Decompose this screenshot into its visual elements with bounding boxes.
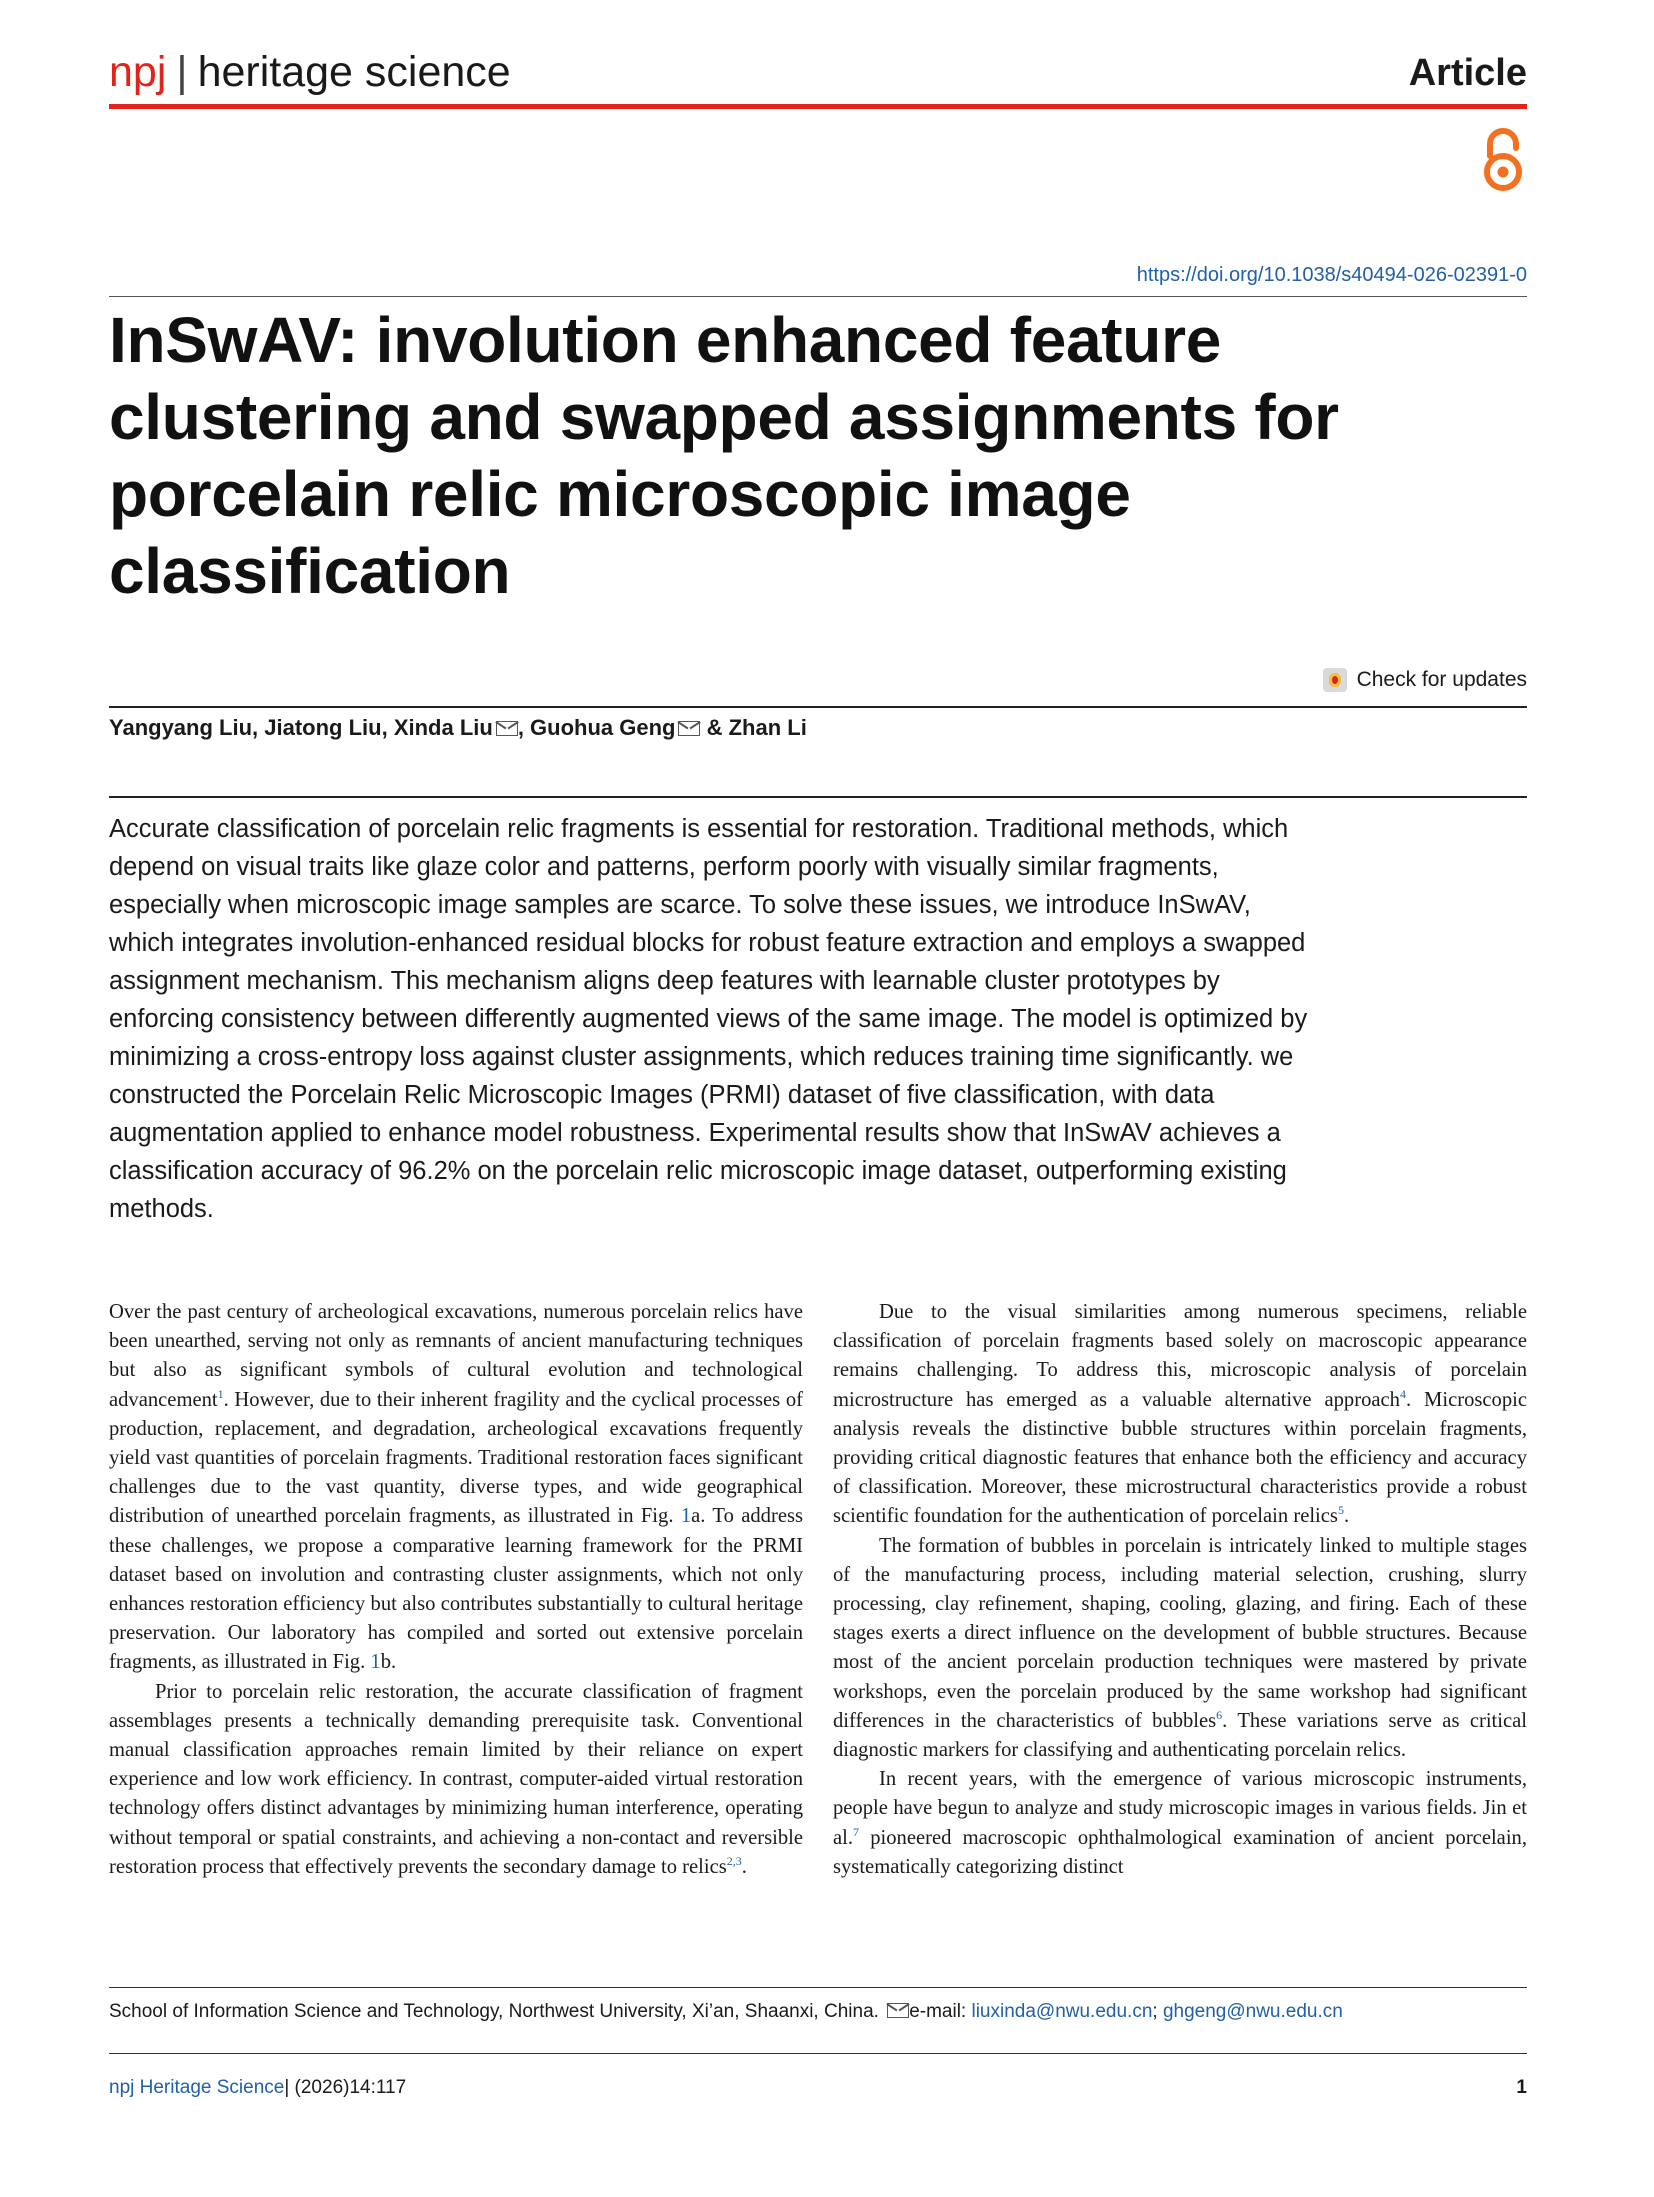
citation-ref[interactable]: 4 [1399, 1386, 1406, 1401]
check-updates-label: Check for updates [1356, 668, 1527, 691]
article-type-label: Article [1408, 52, 1527, 94]
paragraph-text: b. [380, 1651, 397, 1674]
paragraph-text: . However, due to their inherent fragility and the cyclical processes of production, replacement, and degradation, archeological excavations frequently yield vast quantities of porcelain fragments. Traditional restoration faces significant challenges due to the vast quantity, diverse types, and wide geographical distribution of unearthed porcelain fragments, as illustrated in Fig. [109, 1388, 803, 1528]
mail-icon [887, 2003, 909, 2018]
citation-ref[interactable]: 1 [217, 1386, 224, 1401]
footer-journal-link[interactable]: npj Heritage Science [109, 2077, 285, 2098]
paragraph-text: The formation of bubbles in porcelain is intricately linked to multiple stages of the manufacturing process, including material selection, crushing, slurry processing, clay refinement, shaping, cooling, glazing, and firing. Each of these stages exerts a direct influence on the development of bubble structures. Because most of the ancient porcelain production techniques were mastered by private workshops, even the porcelain produced by the same workshop had significant differences in the characteristics of bubbles [833, 1534, 1527, 1732]
abstract-text: Accurate classification of porcelain relic fragments is essential for restoration. Traditional methods, which depend on visual traits like glaze color and patterns, perform poorly with visually similar fragments, especially when microscopic image samples are scarce. To solve these issues, we introduce InSwAV, which integrates involution-enhanced residual blocks for robust feature extraction and employs a swapped assignment mechanism. This mechanism aligns deep features with learnable cluster prototypes by enforcing consistency between differently augmented views of the same image. The model is optimized by minimizing a cross-entropy loss against cluster assignments, which reduces training time significantly. we constructed the Porcelain Relic Microscopic Images (PRMI) dataset of five classification, with data augmentation applied to enhance model robustness. Experimental results show that InSwAV achieves a classification accuracy of 96.2% on the porcelain relic microscopic image dataset, outperforming existing methods. [109, 815, 1308, 1223]
figure-ref[interactable]: 1 [370, 1651, 381, 1674]
citation-ref[interactable]: 6 [1216, 1707, 1223, 1722]
body-paragraph [109, 1678, 803, 1882]
email-separator: ; [1152, 2001, 1163, 2022]
footer-volume: | (2026)14:117 [284, 2077, 407, 2098]
author-list [109, 712, 807, 744]
journal-brand[interactable] [109, 44, 511, 100]
email-label: e-mail: [909, 2001, 972, 2022]
body-paragraph [833, 1532, 1527, 1766]
affiliation-text: School of Information Science and Technology, Northwest University, Xi’an, Shaanxi, China. [109, 2001, 885, 2022]
paragraph-text: In recent years, with the emergence of various microscopic instruments, people have begun to analyze and study microscopic images in various fields. Jin et al. [833, 1768, 1527, 1849]
paragraph-text: Over the past century of archeological excavations, numerous porcelain relics have been unearthed, serving not only as remnants of ancient manufacturing techniques but also as significant symbols of cultural evolution and technological advancement [109, 1301, 803, 1411]
email-link[interactable]: liuxinda@nwu.edu.cn [971, 2001, 1153, 2022]
email-link[interactable]: ghgeng@nwu.edu.cn [1162, 2001, 1343, 2022]
footer-divider [109, 2053, 1527, 2054]
footnote-divider [109, 1987, 1527, 1988]
body-paragraph [109, 1298, 803, 1678]
author-name[interactable]: , Guohua Geng [517, 715, 676, 740]
author-name[interactable]: Xinda Liu [393, 715, 493, 740]
doi-link[interactable]: https://doi.org/10.1038/s40494-026-02391-0 [1136, 264, 1527, 286]
author-name[interactable]: Jiatong Liu, [264, 715, 394, 740]
brand-separator: | [176, 48, 188, 96]
footer-citation [109, 2074, 406, 2102]
open-access-icon [1479, 126, 1527, 192]
affiliation-note [109, 1998, 1343, 2026]
citation-ref[interactable]: 2,3 [726, 1854, 742, 1868]
mail-icon[interactable] [496, 721, 518, 736]
brand-npj: npj [109, 48, 167, 96]
check-for-updates-button[interactable] [1323, 666, 1527, 694]
paragraph-text: Prior to porcelain relic restoration, the accurate classification of fragment assemblages presents a technically demanding prerequisite task. Conventional manual classification approaches remain limited by their reliance on expert experience and low work efficiency. In contrast, computer-aided virtual restoration technology offers distinct advantages by minimizing human interference, operating without temporal or spatial constraints, and achieving a non-contact and reversible restoration process that effectively prevents the secondary damage to relics [109, 1680, 803, 1878]
paper-title: InSwAV: involution enhanced feature clustering and swapped assignments for porcelain relic microscopic image classification [109, 304, 1339, 607]
citation-ref[interactable]: 7 [853, 1824, 860, 1839]
page-number: 1 [1516, 2077, 1527, 2098]
authors-divider [109, 706, 1527, 708]
paragraph-text: . [741, 1855, 747, 1878]
header-divider [109, 104, 1527, 109]
check-updates-icon [1323, 668, 1347, 692]
author-name[interactable]: Yangyang Liu, [109, 715, 265, 740]
body-paragraph [833, 1765, 1527, 1882]
paragraph-text: Due to the visual similarities among numerous specimens, reliable classification of porcelain fragments based solely on macroscopic appearance remains challenging. To address this, microscopic analysis of porcelain microstructure has emerged as a valuable alternative approach [833, 1301, 1527, 1411]
brand-journal-name: heritage science [197, 48, 511, 96]
mail-icon[interactable] [678, 721, 700, 736]
paragraph-text: pioneered macroscopic ophthalmological examination of ancient porcelain, systematically categorizing distinct [833, 1826, 1527, 1878]
paragraph-text: . Microscopic analysis reveals the distinctive bubble structures within porcelain fragments, providing critical diagnostic features that enhance both the efficiency and accuracy of classification. Moreover, these microstructural characteristics provide a robust scientific foundation for the authentication of porcelain relics [833, 1388, 1527, 1528]
body-column-left [109, 1298, 803, 1882]
author-name[interactable]: & Zhan Li [700, 715, 807, 740]
body-column-right [833, 1298, 1527, 1882]
paragraph-text: . [1343, 1505, 1350, 1528]
body-paragraph [833, 1298, 1527, 1532]
paragraph-text: . These variations serve as critical diagnostic markers for classifying and authenticating porcelain relics. [833, 1709, 1527, 1762]
doi-divider [109, 296, 1527, 297]
paragraph-text: a. To address these challenges, we propose a comparative learning framework for the PRMI dataset based on involution and contrasting cluster assignments, which not only enhances restoration efficiency but also contributes substantially to cultural heritage preservation. Our laboratory has compiled and sorted out extensive porcelain fragments, as illustrated in Fig. [109, 1505, 803, 1674]
citation-ref[interactable]: 5 [1337, 1503, 1344, 1518]
abstract-divider [109, 796, 1527, 798]
figure-ref[interactable]: 1 [680, 1505, 692, 1528]
